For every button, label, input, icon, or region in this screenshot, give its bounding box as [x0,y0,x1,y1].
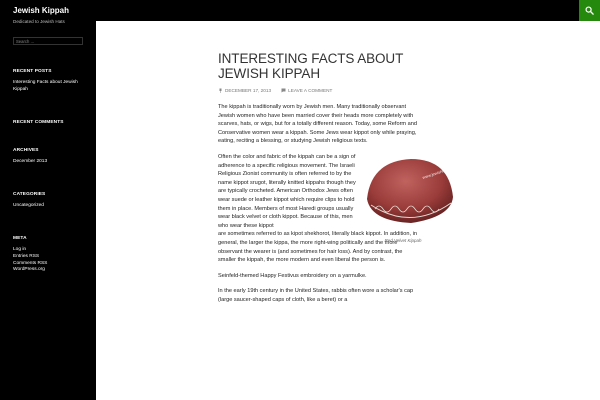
post-paragraph: The kippah is traditionally worn by Jewish men. Many traditionally observant Jewish women who have been married cover their heads more completely with scarves, hats, or wigs, but for a totally different reason. Today, some Reform and Conservative women wear a kippah. Some Jews wear kippot only while praying, eating, reciting a blessing, or studying Jewish religious texts. [218,104,417,145]
meta-link-comments-rss[interactable]: Comments RSS [13,260,48,266]
search-toggle-button[interactable] [579,0,600,21]
post-paragraph: Seinfeld-themed Happy Festivus embroidery on a yarmulke. [218,272,367,279]
widget-categories [13,192,89,210]
widget-meta [13,236,89,274]
widget-title: META [13,236,27,241]
search-icon [585,6,594,15]
pin-icon [218,88,223,93]
widget-title: ARCHIVES [13,148,39,153]
widget-title: RECENT POSTS [13,69,52,74]
post-paragraph: Often the color and fabric of the kippah can be a sign of adherence to a specific religious movement. The Israeli Religious Zionist community is often referred to by the name kippot srugot, literally knitted kippahs though they are typically crocheted. American Orthodox Jews often wear suede or leather kippot which require clips to hold them in place. Members of most Haredi groups usually wear black velvet or cloth kippot. Because of this, men who wear these kippot [218,153,356,229]
comment-icon [281,88,286,93]
meta-link-login[interactable]: Log in [13,247,27,252]
widget-recent-posts [13,69,89,94]
site-title[interactable]: Jewish Kippah [13,6,70,15]
kippah-image [363,153,463,231]
post-meta [218,88,420,93]
sidebar [0,0,96,400]
meta-link-entries-rss[interactable]: Entries RSS [13,253,40,259]
search-input[interactable]: Search … [13,37,83,45]
top-bar [96,0,600,21]
image-watermark: www.jewishkippah.com [421,162,463,180]
widget-archives [13,148,89,166]
site-description: Dedicated to Jewish Hats [13,19,65,24]
widget-title: RECENT COMMENTS [13,120,64,125]
archive-link[interactable]: December 2013 [13,159,48,164]
recent-post-link[interactable]: Interesting Facts about Jewish Kippah [13,80,78,92]
widget-recent-comments [13,120,89,131]
meta-link-wordpress[interactable]: WordPress.org [13,267,45,273]
category-link[interactable]: Uncategorized [13,203,44,208]
post-content [218,51,463,304]
post-date[interactable]: DECEMBER 17, 2013 [225,88,272,93]
widget-title: CATEGORIES [13,192,46,197]
kippah-figure [363,153,463,243]
post-paragraph-continued: are sometimes referred to as kipot shekhorot, literally black kippot. In addition, in general, the larger the kippa, the more right-wing politically and the more observant the wearer is (and sometimes for hair loss). And by contrast, the smaller the kippah, the more modern and even liberal the person is. [218,231,417,264]
paragraph-with-figure [218,153,463,243]
post-title: INTERESTING FACTS ABOUT JEWISH KIPPAH [218,51,403,81]
post-paragraph: In the early 19th century in the United States, rabbis often wore a scholar's cap (large saucer-shaped caps of cloth, like a beret) or a [218,288,414,303]
leave-comment-link[interactable]: LEAVE A COMMENT [288,88,333,93]
image-caption: Red Velvet Kippah [384,237,422,243]
